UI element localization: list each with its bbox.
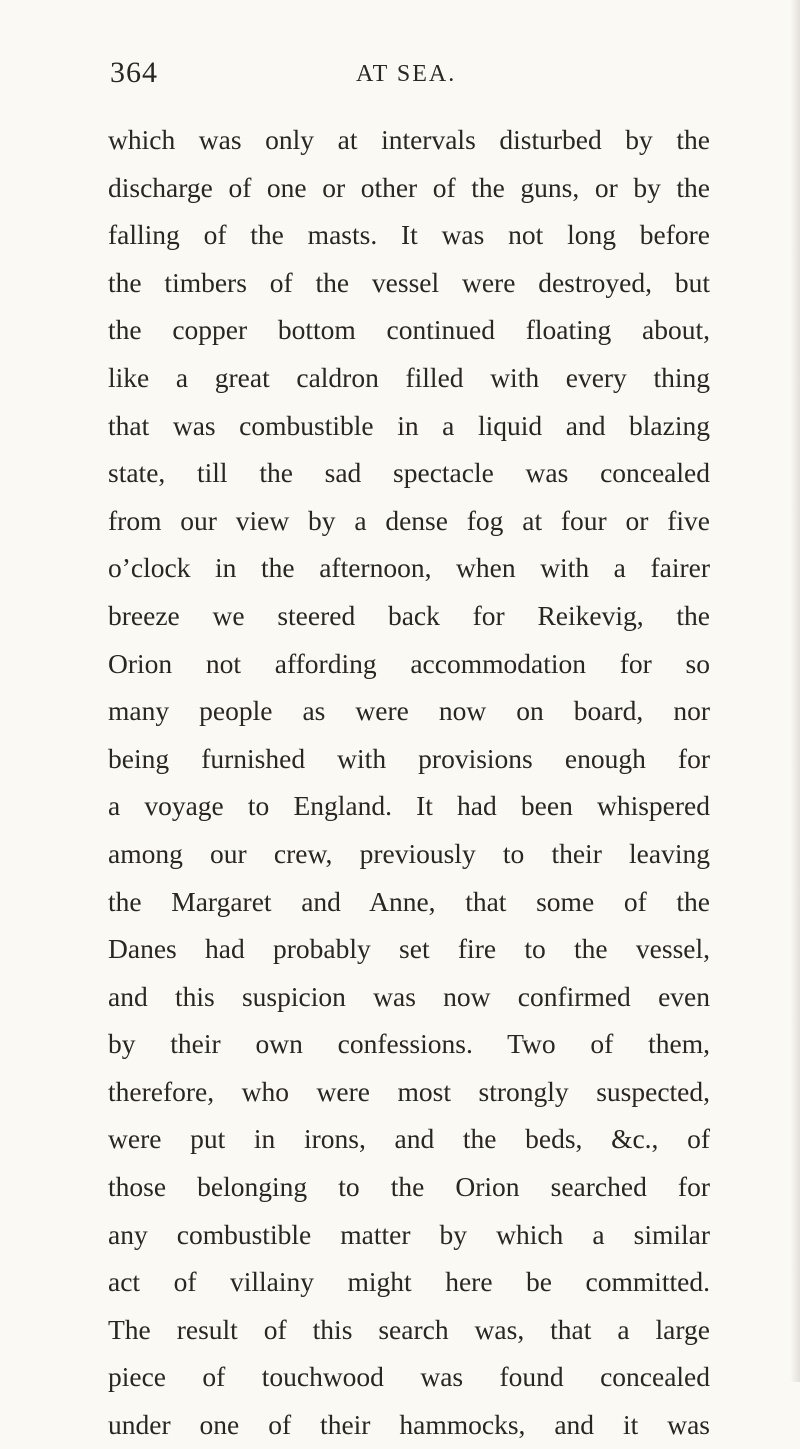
text-line: like a great caldron filled with every thing bbox=[108, 361, 710, 393]
body-text bbox=[108, 116, 710, 1449]
text-line: therefore, who were most strongly suspected, bbox=[108, 1075, 710, 1107]
text-line: among our crew, previously to their leaving bbox=[108, 837, 710, 869]
text-line: the copper bottom continued floating about, bbox=[108, 314, 710, 346]
text-line: from our view by a dense fog at four or five bbox=[108, 504, 710, 536]
text-line: a voyage to England. It had been whispered bbox=[108, 790, 710, 822]
text-line: the Margaret and Anne, that some of the bbox=[108, 885, 710, 917]
text-line: o’clock in the afternoon, when with a fairer bbox=[108, 552, 710, 584]
text-line: the timbers of the vessel were destroyed, but bbox=[108, 266, 710, 298]
page-number: 364 bbox=[110, 56, 158, 89]
text-line: any combustible matter by which a similar bbox=[108, 1218, 710, 1250]
text-line: act of villainy might here be committed. bbox=[108, 1266, 710, 1298]
text-line: under one of their hammocks, and it was bbox=[108, 1409, 710, 1441]
text-line: being furnished with provisions enough for bbox=[108, 742, 710, 774]
text-line: Danes had probably set fire to the vessel, bbox=[108, 933, 710, 965]
text-line: state, till the sad spectacle was concealed bbox=[108, 457, 710, 489]
text-line: were put in irons, and the beds, &c., of bbox=[108, 1123, 710, 1155]
text-line: Orion not affording accommodation for so bbox=[108, 647, 710, 679]
text-line: by their own confessions. Two of them, bbox=[108, 1028, 710, 1060]
text-line: and this suspicion was now confirmed even bbox=[108, 980, 710, 1012]
page-header bbox=[110, 56, 710, 100]
text-line: that was combustible in a liquid and blazing bbox=[108, 409, 710, 441]
text-line: many people as were now on board, nor bbox=[108, 695, 710, 727]
text-line: The result of this search was, that a large bbox=[108, 1313, 710, 1345]
running-head: AT SEA. bbox=[356, 61, 457, 87]
text-line: discharge of one or other of the guns, or by the bbox=[108, 171, 710, 203]
text-line: piece of touchwood was found concealed bbox=[108, 1361, 710, 1393]
text-line: those belonging to the Orion searched for bbox=[108, 1171, 710, 1203]
page-edge-shadow bbox=[790, 0, 800, 1382]
text-line: which was only at intervals disturbed by the bbox=[108, 124, 710, 155]
text-line: breeze we steered back for Reikevig, the bbox=[108, 599, 710, 631]
text-line: falling of the masts. It was not long before bbox=[108, 219, 710, 251]
